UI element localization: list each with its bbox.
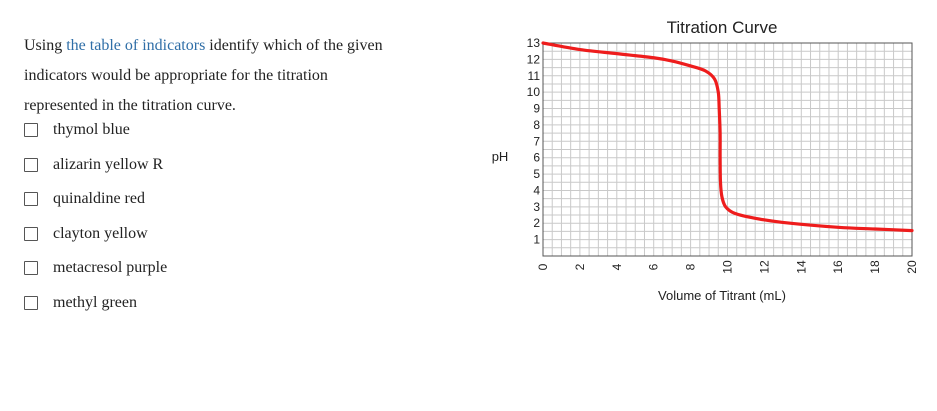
option-methyl-green[interactable] (24, 291, 137, 315)
option-metacresol-purple[interactable] (24, 256, 167, 280)
chart-x-axis-label: Volume of Titrant (mL) (658, 288, 786, 303)
option-label: thymol blue (53, 121, 130, 138)
question-rest-line1: identify which of the given (205, 37, 383, 54)
chart-tick-labels (527, 36, 919, 274)
y-tick-label: 2 (533, 216, 540, 231)
titration-chart (485, 0, 937, 411)
option-label: metacresol purple (53, 259, 168, 276)
option-label: methyl green (53, 294, 137, 311)
y-tick-label: 8 (533, 117, 540, 132)
option-quinaldine-red[interactable] (24, 187, 145, 211)
chart-y-axis-label: pH (491, 149, 509, 164)
checkbox[interactable] (24, 192, 38, 206)
option-label: alizarin yellow R (53, 156, 164, 173)
checkbox[interactable] (24, 227, 38, 241)
x-tick-label: 20 (905, 260, 919, 274)
y-tick-label: 5 (533, 167, 540, 182)
question-text (24, 31, 464, 121)
y-tick-label: 4 (533, 183, 540, 198)
y-tick-label: 9 (533, 101, 540, 116)
checkbox[interactable] (24, 158, 38, 172)
chart-grid (543, 43, 912, 256)
y-tick-label: 7 (533, 134, 540, 149)
y-tick-label: 6 (533, 150, 540, 165)
checkbox[interactable] (24, 123, 38, 137)
x-tick-label: 6 (646, 263, 661, 271)
x-tick-label: 12 (757, 260, 772, 274)
titration-chart-svg (485, 0, 937, 411)
option-label: quinaldine red (53, 190, 145, 207)
chart-title: Titration Curve (666, 18, 778, 37)
option-thymol-blue[interactable] (24, 118, 130, 142)
question-line2: indicators would be appropriate for the titration (24, 67, 328, 84)
x-tick-label: 16 (831, 260, 846, 274)
x-tick-label: 2 (572, 263, 587, 271)
y-tick-label: 10 (526, 85, 540, 100)
y-tick-label: 3 (533, 199, 540, 214)
y-tick-label: 13 (526, 36, 540, 50)
indicators-table-link[interactable]: the table of indicators (66, 37, 206, 54)
option-alizarin-yellow-r[interactable] (24, 153, 163, 177)
x-tick-label: 10 (720, 260, 735, 274)
x-tick-label: 0 (536, 263, 550, 271)
y-tick-label: 1 (533, 232, 540, 247)
y-tick-label: 11 (527, 68, 540, 83)
y-tick-label: 12 (526, 52, 540, 67)
option-clayton-yellow[interactable] (24, 222, 148, 246)
option-label: clayton yellow (53, 225, 148, 242)
question-line3: represented in the titration curve. (24, 97, 236, 114)
x-tick-label: 4 (609, 263, 624, 271)
checkbox[interactable] (24, 261, 38, 275)
x-tick-label: 14 (794, 260, 809, 274)
x-tick-label: 8 (683, 263, 698, 271)
x-tick-label: 18 (868, 260, 883, 274)
question-intro: Using (24, 37, 67, 54)
checkbox[interactable] (24, 296, 38, 310)
